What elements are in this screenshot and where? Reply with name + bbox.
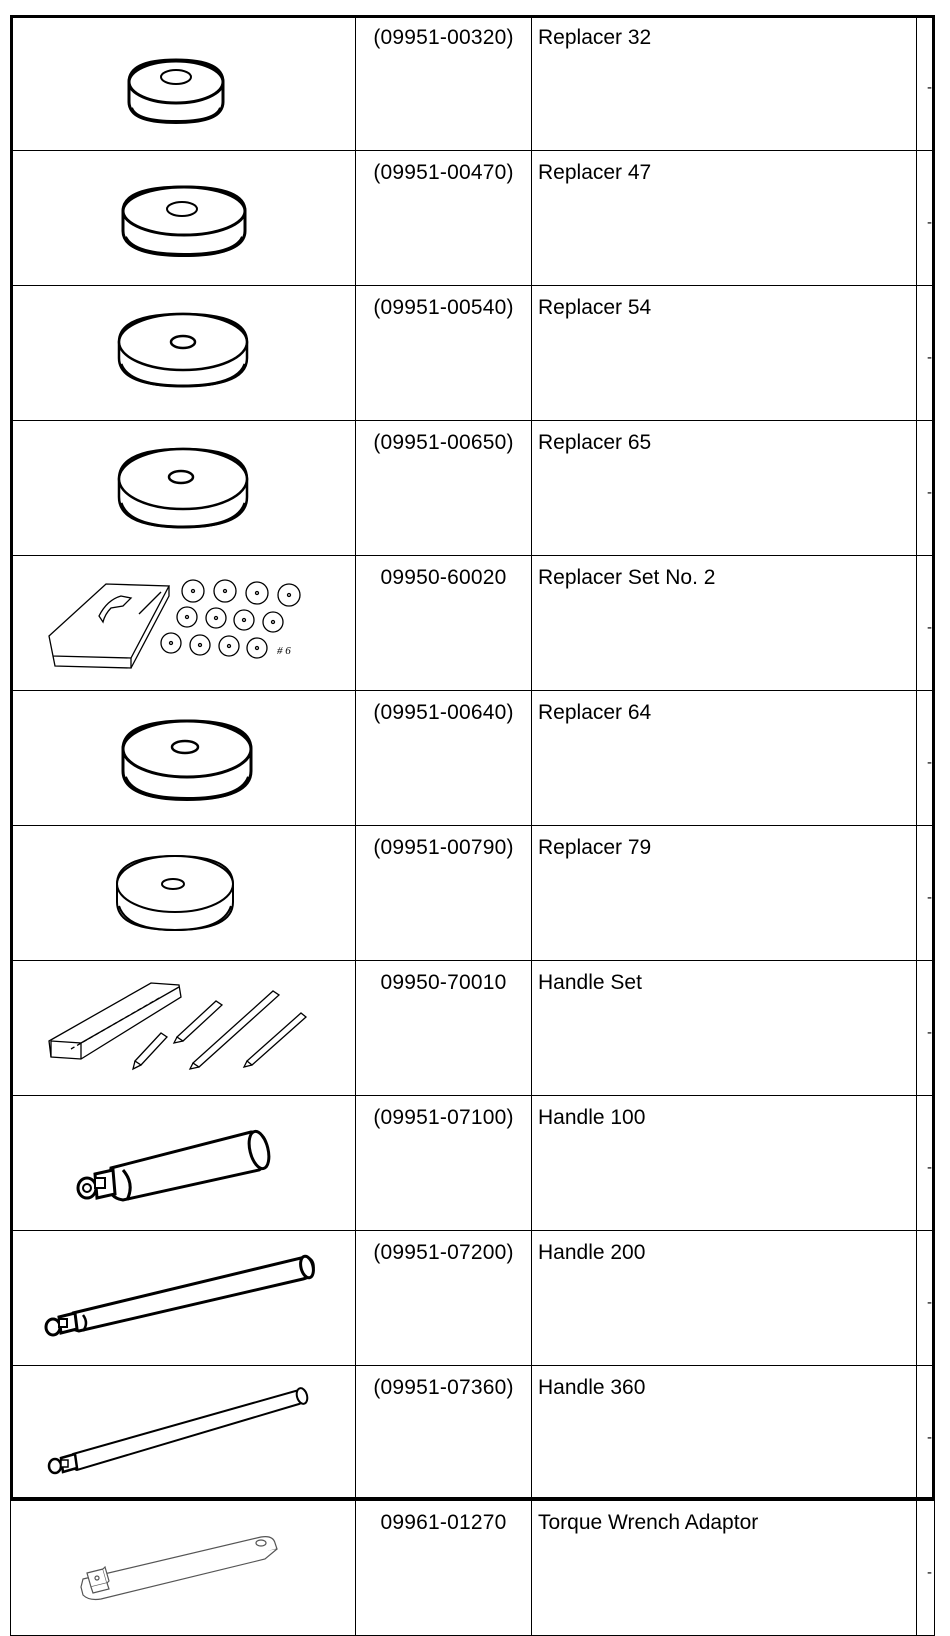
tool-name: Replacer 79	[532, 826, 917, 961]
note-cell: -	[917, 421, 935, 556]
tool-name: Replacer 65	[532, 421, 917, 556]
part-number: (09951-07360)	[356, 1366, 532, 1501]
tool-name: Replacer 47	[532, 151, 917, 286]
note-cell: -	[917, 16, 935, 151]
part-number: (09951-00320)	[356, 16, 532, 151]
part-number: (09951-07200)	[356, 1231, 532, 1366]
note-cell: -	[917, 1501, 935, 1636]
note-cell: -	[917, 556, 935, 691]
tool-illustration-cell	[11, 1501, 356, 1636]
part-number: 09950-70010	[356, 961, 532, 1096]
note-cell: -	[917, 1231, 935, 1366]
note-cell: -	[917, 151, 935, 286]
tool-name: Replacer 64	[532, 691, 917, 826]
tool-name: Handle Set	[532, 961, 917, 1096]
tool-name: Handle 360	[532, 1366, 917, 1501]
set-count-label: # 6	[277, 645, 291, 657]
note-cell: -	[917, 1366, 935, 1501]
note-cell: -	[917, 826, 935, 961]
table-outer-border	[10, 15, 935, 1500]
tool-name: Torque Wrench Adaptor	[532, 1501, 917, 1636]
part-number: (09951-00650)	[356, 421, 532, 556]
table-row	[11, 1501, 935, 1636]
tool-name: Handle 200	[532, 1231, 917, 1366]
torque-wrench-adaptor-icon	[11, 1501, 355, 1625]
note-cell: -	[917, 1096, 935, 1231]
tool-name: Handle 100	[532, 1096, 917, 1231]
part-number: (09951-07100)	[356, 1096, 532, 1231]
note-cell: -	[917, 961, 935, 1096]
part-number: 09961-01270	[356, 1501, 532, 1636]
tool-name: Replacer 54	[532, 286, 917, 421]
tool-name: Replacer Set No. 2	[532, 556, 917, 691]
tool-name: Replacer 32	[532, 16, 917, 151]
part-number: (09951-00540)	[356, 286, 532, 421]
note-cell: -	[917, 286, 935, 421]
note-cell: -	[917, 691, 935, 826]
part-number: (09951-00640)	[356, 691, 532, 826]
part-number: (09951-00470)	[356, 151, 532, 286]
part-number: (09951-00790)	[356, 826, 532, 961]
part-number: 09950-60020	[356, 556, 532, 691]
